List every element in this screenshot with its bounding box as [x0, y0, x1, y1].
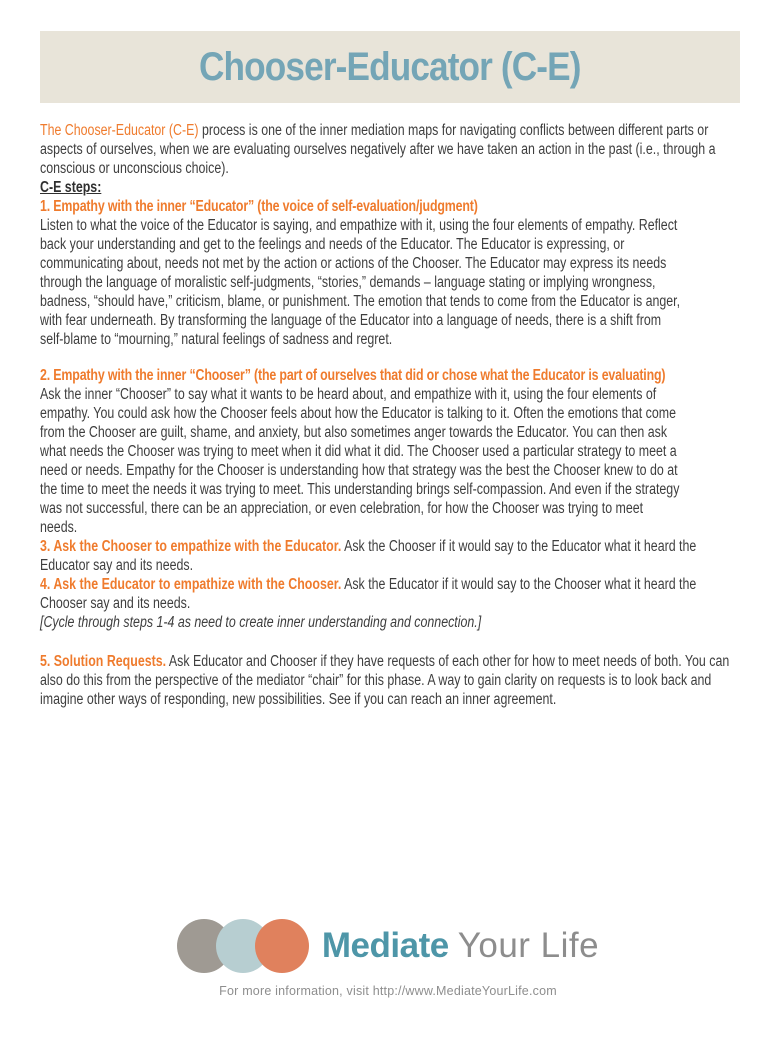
- step-3-heading: 3. Ask the Chooser to empathize with the Educator.: [40, 538, 342, 555]
- mediate-your-life-logo: [0, 919, 776, 973]
- logo-text-your-life: Your Life: [457, 926, 600, 965]
- step-2-heading: 2. Empathy with the inner “Chooser” (the part of ourselves that did or chose what the Educator is evaluating): [40, 367, 666, 384]
- logo-circles-icon: [177, 919, 309, 973]
- step-4-body: Ask the Educator if it would say to the Chooser what it heard the Chooser say and its needs.: [40, 576, 697, 612]
- step-5-body: Ask Educator and Chooser if they have requests of each other for how to meet needs of both. You can also do this from the perspective of the mediator “chair” for this phase. A way to gain clarity on requests is to look back and imagine other ways of responding, new possibilities. See if you can reach an inner agreement.: [40, 653, 730, 708]
- logo-circle-orange-icon: [255, 919, 309, 973]
- step-1-body: Listen to what the voice of the Educator is saying, and empathize with it, using the four elements of empathy. Reflect back your understanding and get to the feelings and needs of the Educator. The Educator is expressing, or communicating about, needs not met by the action or actions of the Chooser. The Educator may express its needs through the language of moralistic self-judgments, “stories,” demands – language stating or implying wrongness, badness, “should have,” criticism, blame, or punishment. The emotion that tends to come from the Educator is anger, with fear underneath. By transforming the language of the Educator into a language of needs, there is a shift from self-blame to “mourning,” natural feelings of sadness and regret.: [40, 217, 681, 348]
- footer-info-link[interactable]: For more information, visit http://www.MediateYourLife.com: [219, 984, 557, 998]
- step-4-heading: 4. Ask the Educator to empathize with the Chooser.: [40, 576, 342, 593]
- step-4-paragraph: [40, 575, 730, 613]
- document-body: [40, 121, 736, 709]
- cycle-note: [Cycle through steps 1-4 as need to create inner understanding and connection.]: [40, 614, 482, 631]
- intro-rest: process is one of the inner mediation maps for navigating conflicts between different parts or aspects of ourselves, when we are evaluating ourselves negatively after we have taken an action in the past (i.e., through a conscious or unconscious choice).: [40, 122, 716, 177]
- step-5-heading: 5. Solution Requests.: [40, 653, 167, 670]
- page-footer: [0, 919, 776, 998]
- steps-label: C-E steps:: [40, 179, 102, 196]
- intro-lead: The Chooser-Educator (C-E): [40, 122, 199, 139]
- title-band: [40, 31, 740, 103]
- step-3-paragraph: [40, 537, 730, 575]
- step-2-body: Ask the inner “Chooser” to say what it wants to be heard about, and empathize with it, using the four elements of empathy. You could ask how the Chooser feels about how the Educator is talking to it. Often the emotions that come from the Chooser are guilt, shame, and anxiety, but also sometimes anger towards the Educator. You can then ask what needs the Chooser was trying to meet when it did what it did. The Chooser used a particular strategy to meet a need or needs. Empathy for the Chooser is understanding how that strategy was the best the Chooser knew to do at the time to meet the needs it was trying to meet. This understanding brings self-compassion. And even if the strategy was not successful, there can be an appreciation, or even celebration, for how the Chooser was trying to meet needs.: [40, 386, 680, 536]
- step-5-paragraph: [40, 652, 730, 709]
- step-1-heading: 1. Empathy with the inner “Educator” (the voice of self-evaluation/judgment): [40, 198, 478, 215]
- intro-paragraph: [40, 121, 730, 178]
- page-title: Chooser-Educator (C-E): [199, 44, 581, 89]
- logo-text-mediate: Mediate: [321, 926, 449, 965]
- step-3-body: Ask the Chooser if it would say to the Educator what it heard the Educator say and its needs.: [40, 538, 697, 574]
